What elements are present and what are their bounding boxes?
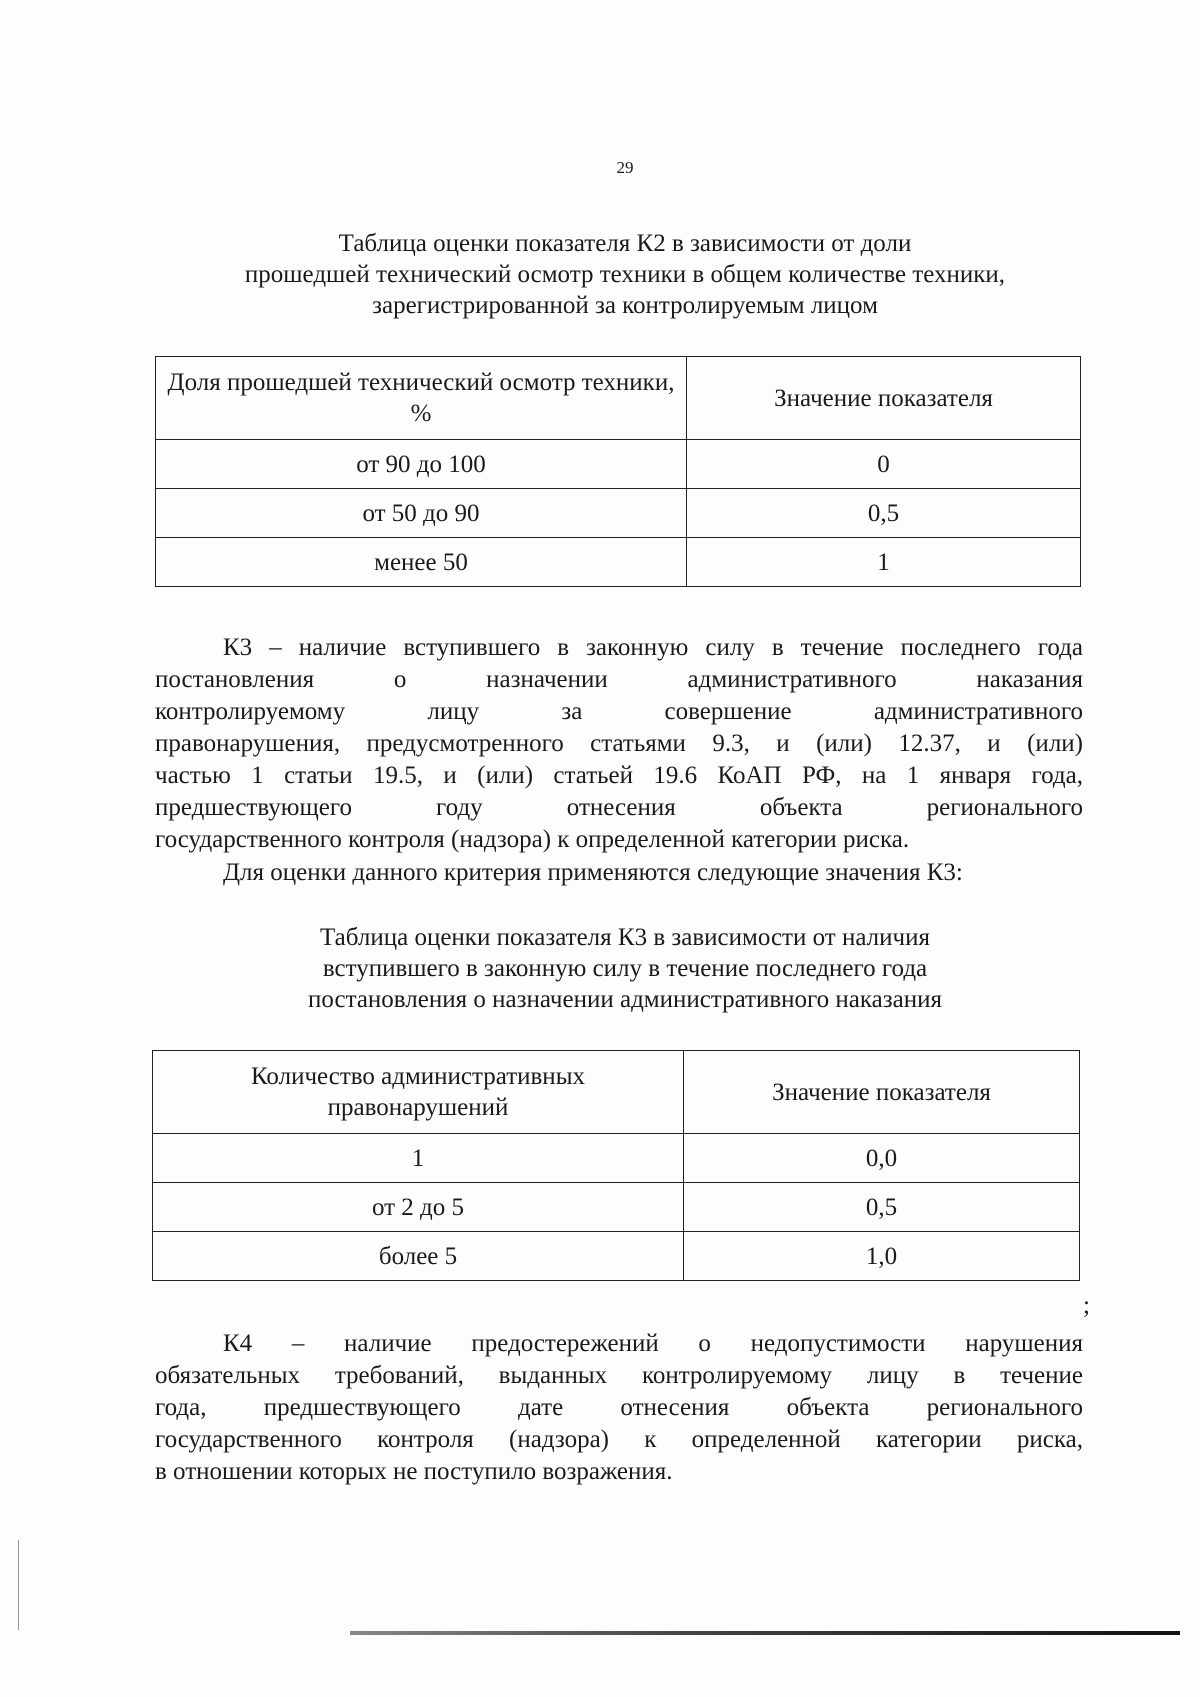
header-value: Значение показателя: [684, 1051, 1080, 1134]
caption-line: Таблица оценки показателя К3 в зависимости от наличия: [320, 924, 930, 951]
k4-paragraph: [155, 1328, 1083, 1488]
paragraph-line: постановления о назначении административного наказания: [155, 666, 1083, 693]
table2-caption: [150, 922, 1100, 1015]
k2-table: [155, 356, 1081, 587]
k3-table: [152, 1050, 1080, 1281]
caption-line: Таблица оценки показателя К2 в зависимости от доли: [338, 230, 912, 257]
paragraph-line: года, предшествующего дате отнесения объекта регионального: [155, 1394, 1083, 1421]
cell-range: от 50 до 90: [156, 489, 687, 538]
paragraph-line: Для оценки данного критерия применяются следующие значения К3:: [223, 859, 963, 886]
table-row: [156, 489, 1081, 538]
cell-value: 0,0: [684, 1134, 1080, 1183]
page-number: 29: [616, 158, 634, 177]
paragraph-line: государственного контроля (надзора) к определенной категории риска.: [155, 826, 910, 853]
paragraph-line: контролируемому лицу за совершение административного: [155, 698, 1083, 725]
cell-count: более 5: [153, 1232, 684, 1281]
paragraph-line: правонарушения, предусмотренного статьями 9.3, и (или) 12.37, и (или): [155, 730, 1083, 757]
paragraph-line: в отношении которых не поступило возражения.: [155, 1458, 673, 1485]
cell-range: менее 50: [156, 538, 687, 587]
trailing-semicolon: ;: [1083, 1292, 1090, 1319]
cell-value: 0,5: [684, 1183, 1080, 1232]
cell-value: 0,5: [687, 489, 1081, 538]
cell-value: 0: [687, 440, 1081, 489]
paragraph-line: обязательных требований, выданных контролируемому лицу в течение: [155, 1362, 1083, 1389]
cell-count: от 2 до 5: [153, 1183, 684, 1232]
header-share: Доля прошедшей технический осмотр техники, %: [156, 357, 687, 440]
paragraph-line: государственного контроля (надзора) к определенной категории риска,: [155, 1426, 1083, 1453]
paragraph-line: К3 – наличие вступившего в законную силу в течение последнего года: [223, 634, 1083, 661]
caption-line: зарегистрированной за контролируемым лицом: [372, 292, 878, 319]
caption-line: постановления о назначении административного наказания: [308, 986, 942, 1013]
k3-note: [155, 857, 1083, 889]
paragraph-line: К4 – наличие предостережений о недопустимости нарушения: [223, 1330, 1083, 1357]
header-value: Значение показателя: [687, 357, 1081, 440]
table-row: [153, 1232, 1080, 1281]
table-row: [153, 1183, 1080, 1232]
table-header-row: [156, 357, 1081, 440]
table-row: [156, 440, 1081, 489]
scan-artifact-line: [350, 1631, 1180, 1635]
paragraph-line: частью 1 статьи 19.5, и (или) статьей 19.6 КоАП РФ, на 1 января года,: [155, 762, 1083, 789]
table-row: [153, 1134, 1080, 1183]
scan-artifact-edge: [18, 1540, 19, 1630]
table1-caption: [150, 228, 1100, 321]
cell-range: от 90 до 100: [156, 440, 687, 489]
cell-value: 1: [687, 538, 1081, 587]
cell-value: 1,0: [684, 1232, 1080, 1281]
table-row: [156, 538, 1081, 587]
caption-line: прошедшей технический осмотр техники в общем количестве техники,: [244, 261, 1006, 288]
paragraph-line: предшествующего году отнесения объекта регионального: [155, 794, 1083, 821]
header-count: Количество административных правонарушений: [153, 1051, 684, 1134]
caption-line: вступившего в законную силу в течение последнего года: [322, 955, 928, 982]
table-header-row: [153, 1051, 1080, 1134]
cell-count: 1: [153, 1134, 684, 1183]
k3-paragraph: [155, 632, 1083, 856]
